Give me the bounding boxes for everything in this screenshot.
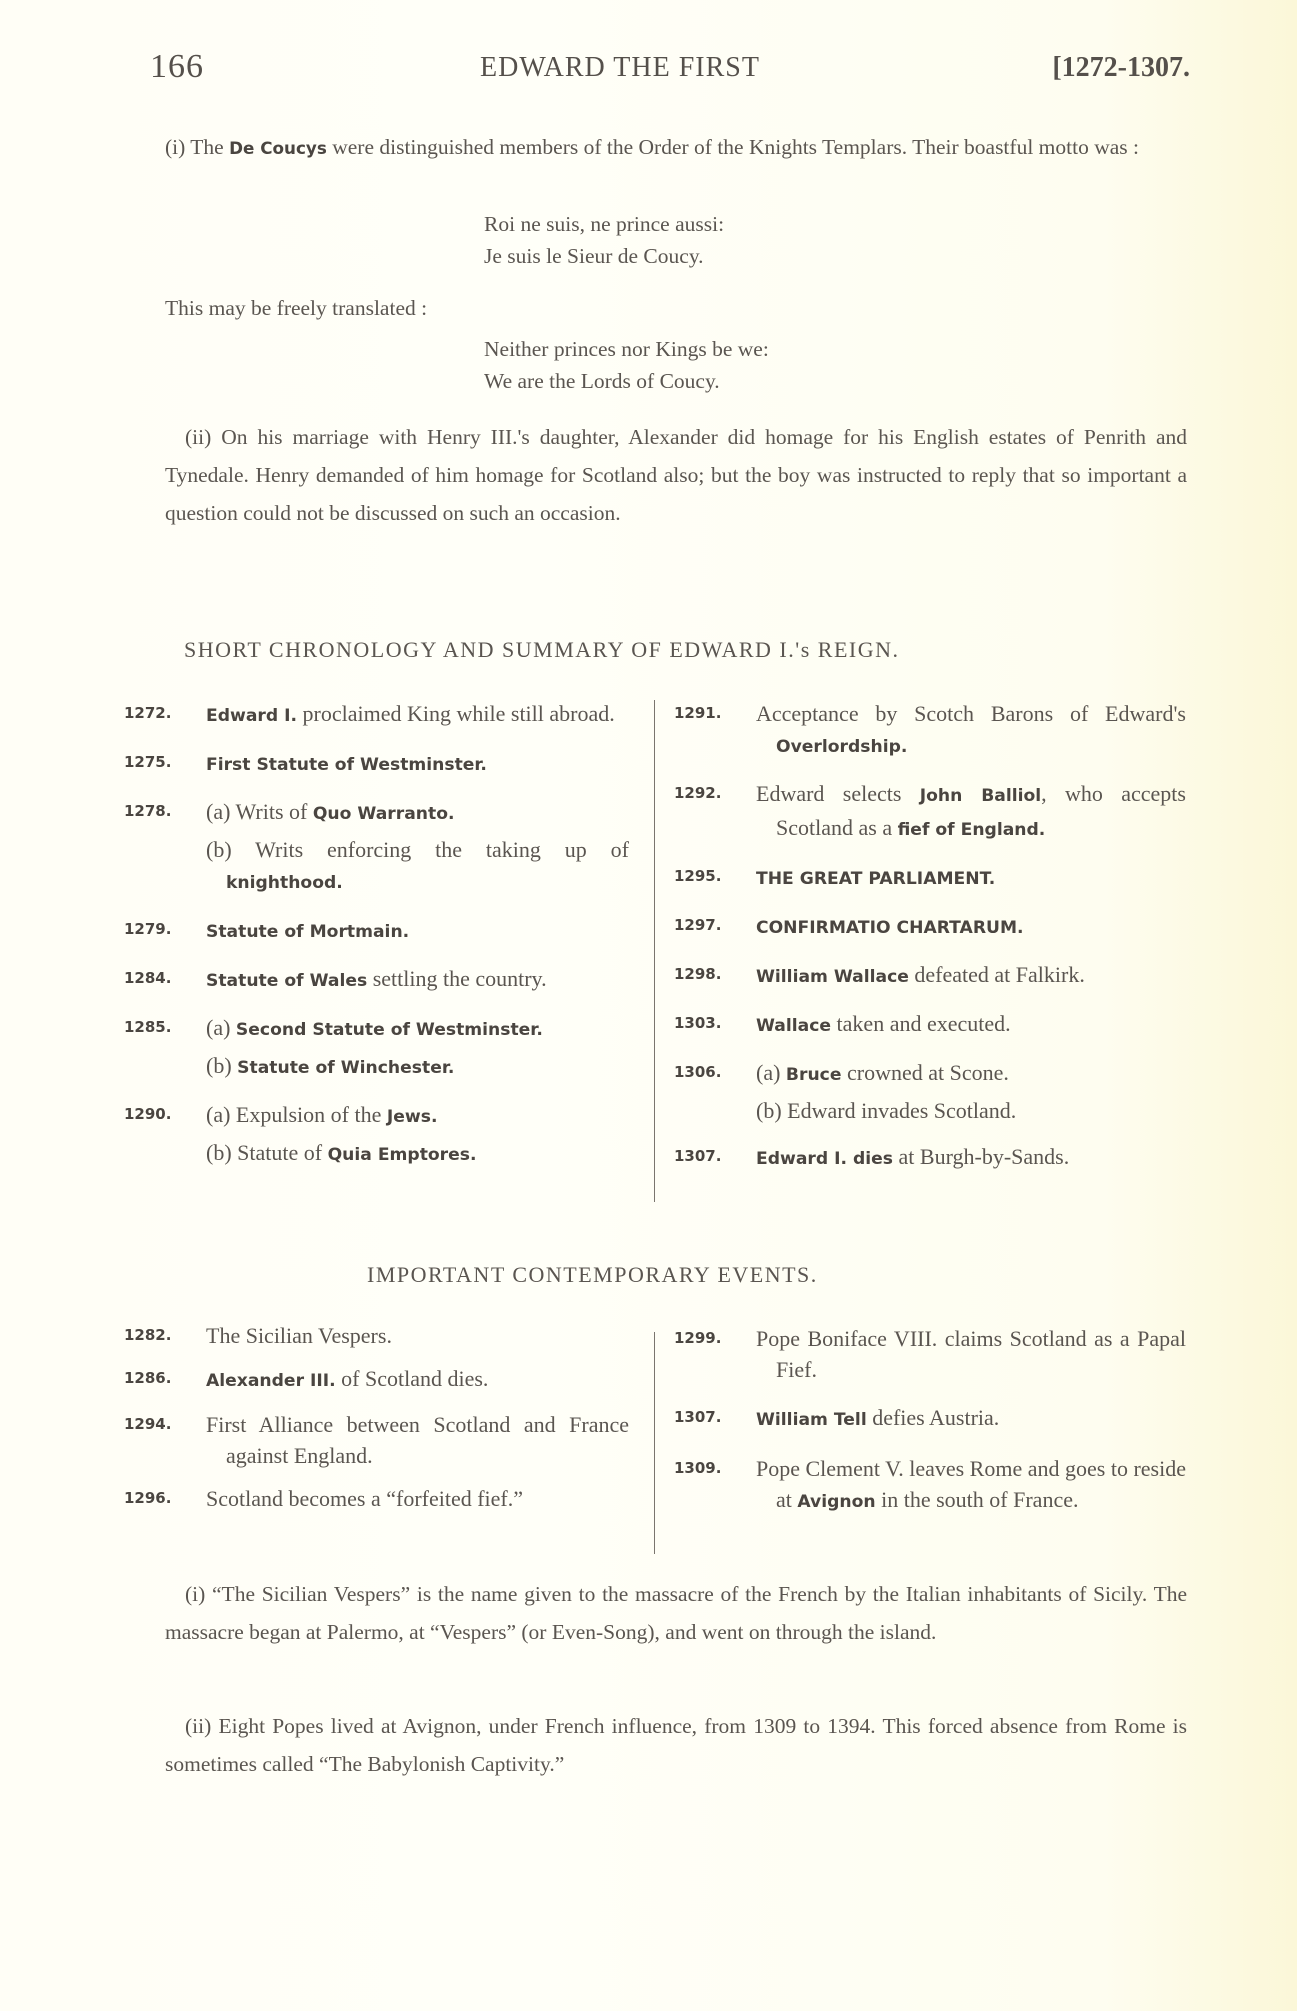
translation-line-1: Neither princes nor Kings be we: — [484, 337, 769, 361]
entry-year: 1299. — [674, 1329, 722, 1347]
footnote-ii-text: Eight Popes lived at Avignon, under French influence, from 1309 to 1394. This forced absence from Rome is sometimes called “The Babylonish Captivity.” — [165, 1714, 1188, 1776]
entry-text — [206, 1050, 629, 1084]
entry-bold-term: Second Statute of Westminster. — [235, 1020, 543, 1040]
note-i-paragraph — [165, 128, 1187, 167]
entry-bold-term: Alexander III. — [206, 1371, 336, 1391]
entry-plain-text: Pope Clement V. leaves Rome and goes to reside at — [756, 1456, 1186, 1512]
chronology-entry — [674, 861, 1186, 895]
chronology-entry — [674, 910, 1186, 944]
translation-intro-text: This may be freely translated : — [165, 296, 428, 320]
entry-plain-text: (b) Writs enforcing the taking up of — [206, 837, 629, 862]
entry-text — [756, 910, 1186, 944]
entry-bold-term: fief of England. — [897, 820, 1046, 840]
chronology-entry — [674, 1402, 1186, 1436]
entry-year: 1294. — [124, 1415, 172, 1433]
entry-text — [206, 834, 629, 899]
chronology-entry — [124, 1483, 629, 1514]
entry-year: 1292. — [674, 784, 722, 802]
footnote-i-label: (i) — [185, 1582, 206, 1606]
entry-plain-text: (a) Writs of — [206, 799, 313, 824]
chronology-entry — [674, 1453, 1186, 1518]
footnote-ii-label: (ii) — [185, 1714, 212, 1738]
entry-bold-term: knighthood. — [226, 873, 343, 893]
entry-text — [206, 747, 629, 781]
entry-year: 1278. — [124, 802, 172, 820]
motto-verse — [484, 208, 724, 272]
chronology-entry — [674, 778, 1186, 846]
running-head — [150, 48, 1190, 98]
entry-bold-term: Edward I. — [206, 706, 298, 726]
motto-line-1: Roi ne suis, ne prince aussi: — [484, 212, 725, 236]
chronology-entry — [124, 796, 629, 830]
entry-plain-text: defies Austria. — [866, 1405, 1000, 1430]
entry-bold-term: Statute of Winchester. — [237, 1058, 455, 1078]
entry-bold-term: Statute of Mortmain. — [206, 922, 410, 942]
column-divider — [654, 700, 655, 1202]
note-ii-paragraph — [165, 418, 1187, 532]
entry-bold-term: Quo Warranto. — [312, 804, 455, 824]
translation-line-2: We are the Lords of Coucy. — [484, 369, 720, 393]
entry-plain-text: defeated at Falkirk. — [908, 962, 1085, 987]
entry-text — [206, 1363, 629, 1397]
entry-bold-term: First Statute of Westminster. — [206, 755, 487, 775]
entry-text — [756, 1057, 1186, 1091]
entry-plain-text: (a) — [206, 1015, 236, 1040]
entry-text — [206, 1099, 629, 1133]
note-i-label: (i) — [165, 135, 186, 159]
entry-year: 1275. — [124, 753, 172, 771]
entry-text — [206, 796, 629, 830]
entry-plain-text: (b) Statute of — [206, 1140, 328, 1165]
chronology-entry — [124, 963, 629, 997]
chronology-heading: SHORT CHRONOLOGY AND SUMMARY OF EDWARD I.'s REIGN. — [184, 637, 900, 662]
entry-text — [206, 963, 629, 997]
entry-bold-term: William Tell — [756, 1410, 867, 1430]
entry-text — [756, 959, 1186, 993]
entry-bold-term: Overlordship. — [776, 737, 908, 757]
entry-text — [206, 914, 629, 948]
entry-bold-term: John Balliol — [919, 786, 1042, 806]
chapter-title: EDWARD THE FIRST — [480, 52, 760, 83]
entry-plain-text: (b) — [206, 1053, 238, 1078]
entry-text — [206, 698, 629, 732]
entry-year: 1297. — [674, 916, 722, 934]
entry-text — [756, 1323, 1186, 1385]
chronology-entry — [124, 1012, 629, 1046]
entry-plain-text: Acceptance by Scotch Barons of Edward's — [756, 701, 1186, 726]
entry-plain-text: crowned at Scone. — [841, 1060, 1009, 1085]
entry-text — [206, 1483, 629, 1514]
entry-text — [206, 1012, 629, 1046]
entry-plain-text: (b) Edward invades Scotland. — [756, 1098, 1017, 1123]
contemporary-right-column — [674, 1323, 1186, 1518]
entry-plain-text: proclaimed King while still abroad. — [297, 701, 615, 726]
translation-intro — [165, 289, 1187, 327]
entry-text — [756, 1095, 1186, 1126]
entry-plain-text: Pope Boniface VIII. claims Scotland as a Papal Fief. — [756, 1326, 1186, 1382]
entry-bold-term: Avignon — [797, 1492, 876, 1512]
contemporary-heading: IMPORTANT CONTEMPORARY EVENTS. — [367, 1262, 818, 1287]
reign-dates: [1272-1307. — [1052, 52, 1190, 83]
entry-year: 1303. — [674, 1014, 722, 1032]
entry-text — [756, 1453, 1186, 1518]
entry-text — [756, 861, 1186, 895]
chronology-entry — [124, 914, 629, 948]
entry-year: 1286. — [124, 1369, 172, 1387]
page-number: 166 — [150, 48, 204, 85]
entry-plain-text: (a) Expulsion of the — [206, 1102, 387, 1127]
chronology-entry — [674, 1057, 1186, 1091]
entry-year: 1290. — [124, 1105, 172, 1123]
entry-plain-text: of Scotland dies. — [335, 1366, 489, 1391]
note-ii-text: On his marriage with Henry III.'s daughter, Alexander did homage for his English estates of Penrith and Tynedale. Henry demanded of him homage for Scotland also; but the boy was instructed to reply that so important a question could not be discussed on such an occasion. — [165, 425, 1188, 525]
entry-year: 1295. — [674, 867, 722, 885]
chronology-entry — [124, 1099, 629, 1133]
chronology-entry — [124, 1137, 629, 1171]
column-divider — [654, 1332, 655, 1554]
note-i-text-post: were distinguished members of the Order of the Knights Templars. Their boastful motto was : — [332, 135, 1139, 159]
entry-year: 1284. — [124, 969, 172, 987]
entry-plain-text: at Burgh-by-Sands. — [893, 1144, 1070, 1169]
entry-bold-term: CONFIRMATIO CHARTARUM. — [756, 918, 1024, 938]
entry-plain-text: in the south of France. — [875, 1487, 1079, 1512]
entry-year: 1309. — [674, 1459, 722, 1477]
chronology-entry — [124, 834, 629, 899]
entry-plain-text: First Alliance between Scotland and France against England. — [206, 1412, 629, 1468]
entry-bold-term: Statute of Wales — [206, 971, 368, 991]
footnote-i-text: “The Sicilian Vespers” is the name given to the massacre of the French by the Italian inhabitants of Sicily. The massacre began at Palermo, at “Vespers” (or Even-Song), and went on through the island. — [165, 1582, 1187, 1644]
entry-plain-text: taken and executed. — [831, 1011, 1011, 1036]
entry-year: 1279. — [124, 920, 172, 938]
chronology-right-column — [674, 698, 1186, 1175]
chronology-entry — [124, 1050, 629, 1084]
entry-year: 1298. — [674, 965, 722, 983]
chronology-entry — [124, 698, 629, 732]
entry-plain-text: Scotland becomes a “forfeited fief.” — [206, 1486, 524, 1511]
motto-line-2: Je suis le Sieur de Coucy. — [484, 244, 704, 268]
entry-bold-term: THE GREAT PARLIAMENT. — [756, 869, 996, 889]
translation-verse — [484, 333, 769, 397]
entry-bold-term: Edward I. dies — [756, 1149, 894, 1169]
note-ii-label: (ii) — [185, 425, 212, 449]
entry-bold-term: Jews. — [386, 1107, 438, 1127]
entry-year: 1291. — [674, 704, 722, 722]
entry-plain-text: (a) — [756, 1060, 786, 1085]
entry-year: 1307. — [674, 1147, 722, 1165]
entry-text — [206, 1320, 629, 1351]
entry-text — [756, 1141, 1186, 1175]
entry-bold-term: Wallace — [756, 1016, 832, 1036]
entry-year: 1285. — [124, 1018, 172, 1036]
entry-year: 1307. — [674, 1408, 722, 1426]
entry-plain-text: , who accepts Scotland as a — [776, 781, 1186, 840]
chronology-entry — [674, 1323, 1186, 1385]
entry-plain-text: The Sicilian Vespers. — [206, 1323, 392, 1348]
footnote-ii-paragraph — [165, 1707, 1187, 1783]
chronology-entry — [124, 1363, 629, 1397]
chronology-entry — [674, 959, 1186, 993]
entry-year: 1296. — [124, 1489, 172, 1507]
entry-text — [756, 1402, 1186, 1436]
entry-bold-term: Quia Emptores. — [327, 1145, 477, 1165]
entry-plain-text: settling the country. — [367, 966, 547, 991]
footnote-i-paragraph — [165, 1575, 1187, 1651]
entry-text — [756, 698, 1186, 763]
chronology-entry — [124, 747, 629, 781]
entry-bold-term: William Wallace — [756, 967, 909, 987]
note-i-text-pre: The — [190, 135, 224, 159]
entry-bold-term: Bruce — [785, 1065, 842, 1085]
entry-year: 1272. — [124, 704, 172, 722]
chronology-entry — [674, 1008, 1186, 1042]
chronology-entry — [124, 1409, 629, 1471]
entry-text — [206, 1409, 629, 1471]
chronology-entry — [674, 1095, 1186, 1126]
entry-year: 1306. — [674, 1063, 722, 1081]
chronology-entry — [674, 698, 1186, 763]
chronology-entry — [124, 1320, 629, 1351]
entry-year: 1282. — [124, 1326, 172, 1344]
entry-text — [756, 1008, 1186, 1042]
contemporary-left-column — [124, 1320, 629, 1514]
entry-text — [756, 778, 1186, 846]
entry-text — [206, 1137, 629, 1171]
chronology-entry — [674, 1141, 1186, 1175]
chronology-left-column — [124, 698, 629, 1171]
note-i-bold-term: De Coucys — [229, 138, 327, 158]
entry-plain-text: Edward selects — [756, 781, 920, 806]
